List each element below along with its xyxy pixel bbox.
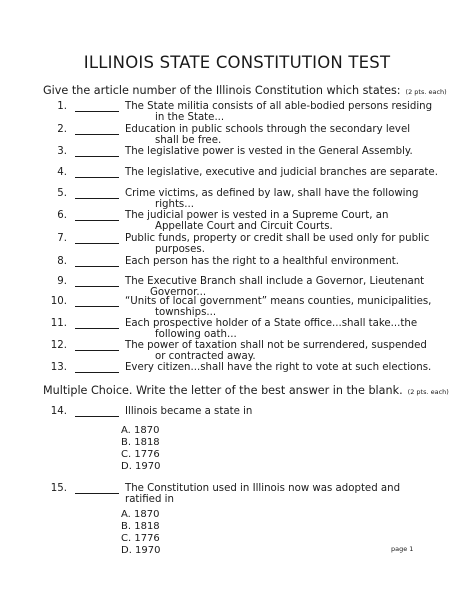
answer-blank[interactable] (75, 276, 119, 287)
question-text: Each person has the right to a healthful environment. (125, 256, 399, 267)
question-text: The legislative power is vested in the General Assembly. (125, 146, 413, 157)
question-number: 3. (57, 146, 67, 157)
question-text-continued: purposes. (155, 244, 205, 255)
page-title: ILLINOIS STATE CONSTITUTION TEST (83, 53, 391, 72)
question-text: Crime victims, as defined by law, shall have the following (125, 188, 419, 199)
section-1-heading-text: Give the article number of the Illinois Constitution which states: (43, 84, 401, 97)
answer-blank[interactable] (75, 210, 119, 221)
question-text: Education in public schools through the secondary level (125, 124, 411, 135)
question-number: 4. (57, 167, 67, 178)
question-text-continued: in the State... (155, 112, 225, 123)
page-number: page 1 (391, 545, 414, 553)
answer-blank[interactable] (75, 296, 119, 307)
question-text-continued: townships... (155, 307, 217, 318)
section-2-heading (43, 384, 449, 397)
question-number: 10. (50, 296, 67, 307)
answer-blank[interactable] (75, 406, 119, 417)
section-2-heading-text: Multiple Choice. Write the letter of the best answer in the blank. (43, 384, 403, 397)
option-d: D. 1970 (121, 461, 161, 472)
question-text: Each prospective holder of a State office...shall take...the (125, 318, 418, 329)
question-number: 13. (50, 362, 67, 373)
question-number: 9. (57, 276, 67, 287)
answer-blank[interactable] (75, 340, 119, 351)
question-text-continued: Governor... (150, 287, 207, 298)
option-a: A. 1870 (121, 509, 160, 520)
answer-blank[interactable] (75, 188, 119, 199)
question-number: 11. (50, 318, 67, 329)
question-text-continued: Appellate Court and Circuit Courts. (155, 221, 333, 232)
question-text: “Units of local government” means counties, municipalities, (125, 296, 432, 307)
question-text: Every citizen...shall have the right to vote at such elections. (125, 362, 432, 373)
question-number: 7. (57, 233, 67, 244)
answer-blank[interactable] (75, 362, 119, 373)
question-text: The power of taxation shall not be surrendered, suspended (125, 340, 427, 351)
option-a: A. 1870 (121, 425, 160, 436)
question-number: 14. (50, 406, 67, 417)
answer-blank[interactable] (75, 146, 119, 157)
answer-blank[interactable] (75, 101, 119, 112)
question-text: The Constitution used in Illinois now was adopted and (125, 483, 401, 494)
option-c: C. 1776 (121, 449, 160, 460)
section-1-points: (2 pts. each) (405, 88, 447, 96)
question-number: 8. (57, 256, 67, 267)
option-d: D. 1970 (121, 545, 161, 556)
question-text: The Executive Branch shall include a Governor, Lieutenant (125, 276, 425, 287)
question-text-continued: following oath... (155, 329, 237, 340)
answer-blank[interactable] (75, 483, 119, 494)
option-b: B. 1818 (121, 437, 160, 448)
question-number: 2. (57, 124, 67, 135)
section-1-heading (43, 84, 447, 97)
question-number: 6. (57, 210, 67, 221)
answer-blank[interactable] (75, 256, 119, 267)
question-text-continued: ratified in (125, 494, 174, 505)
section-2-points: (2 pts. each) (407, 388, 449, 396)
question-text: Public funds, property or credit shall be used only for public (125, 233, 430, 244)
answer-blank[interactable] (75, 167, 119, 178)
option-c: C. 1776 (121, 533, 160, 544)
question-number: 1. (57, 101, 67, 112)
question-text: The State militia consists of all able-bodied persons residing (125, 101, 433, 112)
question-text-continued: shall be free. (155, 135, 222, 146)
answer-blank[interactable] (75, 124, 119, 135)
question-text: Illinois became a state in (125, 406, 253, 417)
question-number: 5. (57, 188, 67, 199)
answer-blank[interactable] (75, 318, 119, 329)
question-text: The judicial power is vested in a Supreme Court, an (125, 210, 389, 221)
question-number: 12. (50, 340, 67, 351)
question-number: 15. (50, 483, 67, 494)
option-b: B. 1818 (121, 521, 160, 532)
answer-blank[interactable] (75, 233, 119, 244)
question-text-continued: rights... (155, 199, 194, 210)
question-text-continued: or contracted away. (155, 351, 256, 362)
question-text: The legislative, executive and judicial branches are separate. (125, 167, 438, 178)
